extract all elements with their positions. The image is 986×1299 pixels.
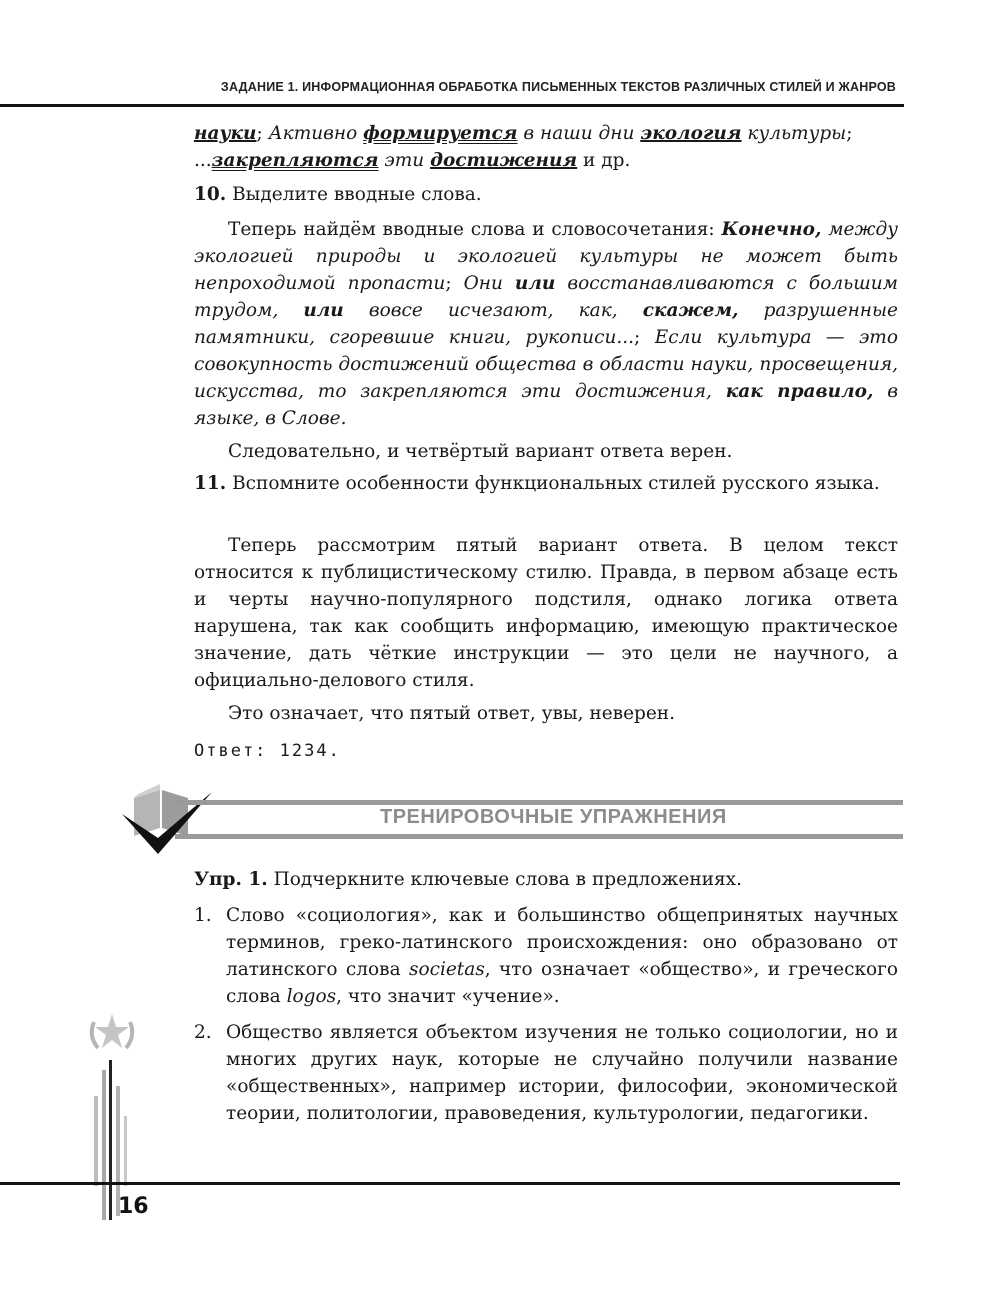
variant-5-paragraph: Теперь рассмотрим пятый вариант ответа. В целом текст относится к публицистическому стилю. Правда, в первом абзаце есть и черты научно-популярного подстиля, однако логика ответа нарушена, так как сообщить информацию, имеющую практическое значение, дать чёткие инструкции — это цели не научного, а официально-делового стиля. Это означает, что пятый ответ, увы, неверен. <box>194 532 898 727</box>
conclusion-4: Следовательно, и четвёртый вариант ответа верен. <box>228 441 733 462</box>
answer-line: Ответ: 1234. <box>194 741 341 761</box>
page-number: 16 <box>118 1194 149 1219</box>
step-10: 10. Выделите вводные слова. <box>194 184 482 205</box>
intro-words-paragraph: Теперь найдём вводные слова и словосочетания: Конечно, между экологией природы и экологией культуры не может быть непроходимой пропасти; Они или восстанавливаются с большим трудом, или вовсе исчезают, как, скажем, разрушенные памятники, сгоревшие книги, рукописи...; Если культура — это совокупность достижений общества в области науки, просвещения, искусства, то закрепляются эти достижения, как правило, в языке, в Слове. Следовательно, и четвёртый вариант ответа верен. <box>194 216 898 465</box>
list-item: 2. Общество является объектом изучения не только социологии, но и многих других наук, которые не случайно получили название «общественных», например истории, философии, экономической теории, политологии, правоведения, культурологии, педагогики. <box>194 1022 898 1124</box>
book-checkmark-icon <box>112 770 222 860</box>
star-laurel-icon <box>84 1008 140 1058</box>
banner-rule-bottom <box>175 834 903 839</box>
top-paragraph: науки; Активно формируется в наши дни экология культуры; ...закрепляются эти достижения и др. <box>194 123 853 171</box>
keyword: экология <box>640 123 742 144</box>
section-title: ТРЕНИРОВОЧНЫЕ УПРАЖНЕНИЯ <box>380 806 727 828</box>
exercise-label: Упр. 1. <box>194 869 268 890</box>
exercise-1: Упр. 1. Подчеркните ключевые слова в предложениях. 1. Слово «социология», как и большинство общепринятых научных терминов, греко-латинского происхождения: оно образовано от латинского слова societas, что означает «общество», и греческого слова logos, что значит «учение». 2. Общество является объектом изучения не только социологии, но и многих других наук, которые не случайно получили название «общественных», например истории, философии, экономической теории, политологии, правоведения, культурологии, педагогики. <box>194 866 898 1127</box>
footer-rule <box>0 1182 900 1185</box>
step-11: 11. Вспомните особенности функциональных стилей русского языка. <box>194 473 880 494</box>
keyword: закрепляются <box>211 150 379 171</box>
step-number: 10. <box>194 184 227 205</box>
step-number: 11. <box>194 473 227 494</box>
keyword: достижения <box>430 150 578 171</box>
keyword: формируется <box>363 123 518 144</box>
running-header: ЗАДАНИЕ 1. ИНФОРМАЦИОННАЯ ОБРАБОТКА ПИСЬМЕННЫХ ТЕКСТОВ РАЗЛИЧНЫХ СТИЛЕЙ И ЖАНРОВ <box>220 80 896 94</box>
banner-rule-top <box>175 800 903 805</box>
keyword: науки <box>194 123 257 144</box>
conclusion-5: Это означает, что пятый ответ, увы, неверен. <box>228 703 676 724</box>
list-item: 1. Слово «социология», как и большинство общепринятых научных терминов, греко-латинского происхождения: оно образовано от латинского слова societas, что означает «общество», и греческого слова logos, что значит «учение». <box>194 905 898 1007</box>
header-rule <box>0 104 904 107</box>
